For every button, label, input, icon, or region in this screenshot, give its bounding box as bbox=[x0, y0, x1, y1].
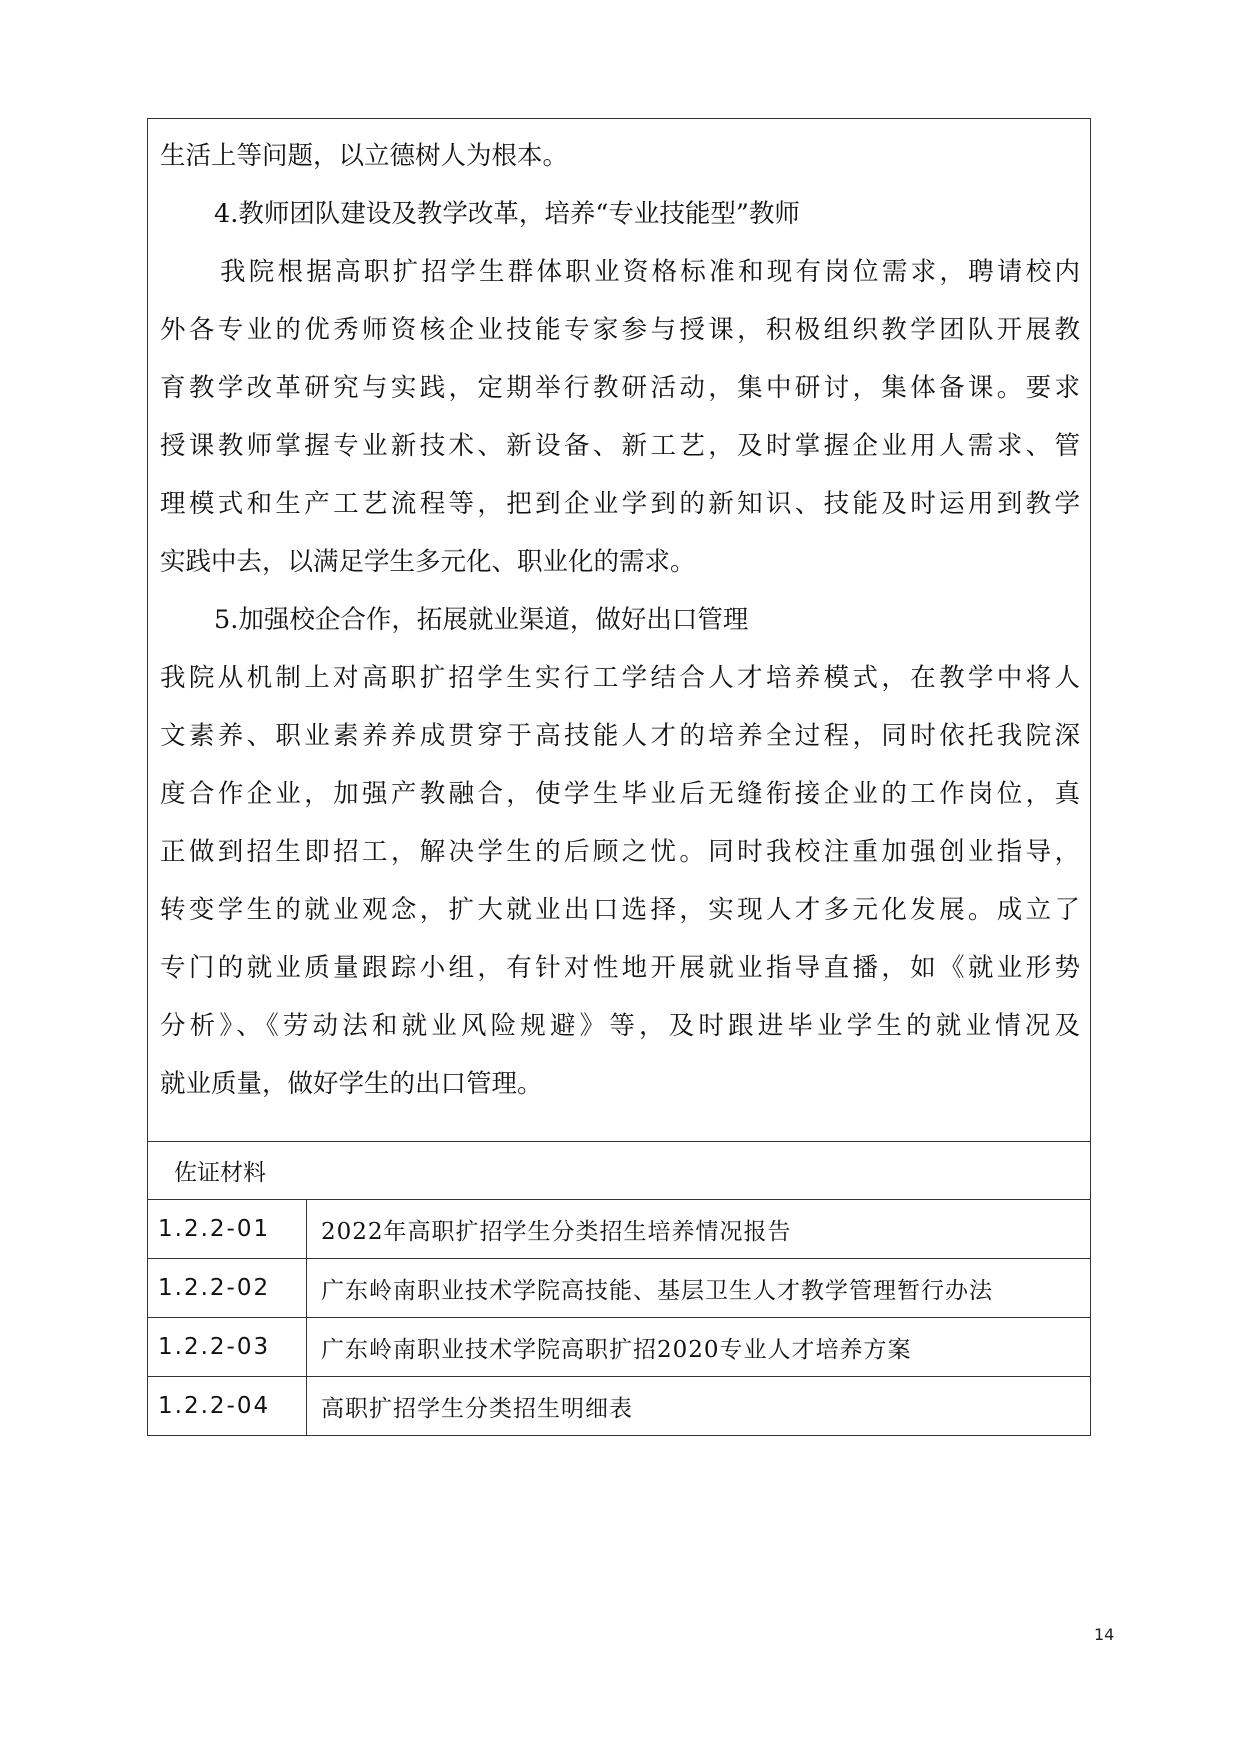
paragraph-line: 实践中去，以满足学生多元化、职业化的需求。 bbox=[160, 547, 696, 577]
evidence-code: 1.2.2-02 bbox=[148, 1259, 307, 1318]
evidence-code: 1.2.2-04 bbox=[148, 1377, 307, 1436]
evidence-title: 广东岭南职业技术学院高技能、基层卫生人才教学管理暂行办法 bbox=[307, 1259, 1091, 1318]
section-heading-4: 4.教师团队建设及教学改革，培养“专业技能型”教师 bbox=[214, 199, 800, 229]
evidence-code: 1.2.2-03 bbox=[148, 1318, 307, 1377]
evidence-code: 1.2.2-01 bbox=[148, 1200, 307, 1259]
paragraph-line: 理模式和生产工艺流程等，把到企业学到的新知识、技能及时运用到教学 bbox=[160, 489, 1080, 519]
section-heading-5: 5.加强校企合作，拓展就业渠道，做好出口管理 bbox=[214, 605, 749, 635]
paragraph-line: 文素养、职业素养养成贯穿于高技能人才的培养全过程，同时依托我院深 bbox=[160, 721, 1080, 751]
paragraph-line: 外各专业的优秀师资核企业技能专家参与授课，积极组织教学团队开展教 bbox=[160, 315, 1080, 345]
evidence-header: 佐证材料 bbox=[148, 1142, 1091, 1200]
table-row bbox=[148, 1259, 1091, 1318]
table-row bbox=[148, 1318, 1091, 1377]
table-row bbox=[148, 1377, 1091, 1436]
evidence-title: 高职扩招学生分类招生明细表 bbox=[307, 1377, 1091, 1436]
table-row bbox=[148, 1200, 1091, 1259]
paragraph-line: 我院根据高职扩招学生群体职业资格标准和现有岗位需求，聘请校内 bbox=[220, 257, 1080, 287]
evidence-title: 广东岭南职业技术学院高职扩招2020专业人才培养方案 bbox=[307, 1318, 1091, 1377]
paragraph-line: 授课教师掌握专业新技术、新设备、新工艺，及时掌握企业用人需求、管 bbox=[160, 431, 1080, 461]
paragraph-line: 我院从机制上对高职扩招学生实行工学结合人才培养模式，在教学中将人 bbox=[160, 663, 1080, 693]
evidence-table bbox=[147, 1141, 1091, 1436]
paragraph-line: 育教学改革研究与实践，定期举行教研活动，集中研讨，集体备课。要求 bbox=[160, 373, 1080, 403]
body-text bbox=[160, 127, 1080, 1113]
paragraph-line: 生活上等问题，以立德树人为根本。 bbox=[160, 141, 569, 171]
paragraph-line: 转变学生的就业观念，扩大就业出口选择，实现人才多元化发展。成立了 bbox=[160, 895, 1080, 925]
evidence-header-row bbox=[148, 1142, 1091, 1200]
paragraph-line: 正做到招生即招工，解决学生的后顾之忧。同时我校注重加强创业指导， bbox=[160, 837, 1080, 867]
paragraph-line: 就业质量，做好学生的出口管理。 bbox=[160, 1069, 543, 1099]
evidence-title: 2022年高职扩招学生分类招生培养情况报告 bbox=[307, 1200, 1091, 1259]
paragraph-line: 专门的就业质量跟踪小组，有针对性地开展就业指导直播，如《就业形势 bbox=[160, 953, 1080, 983]
paragraph-line: 分析》、《劳动法和就业风险规避》等，及时跟进毕业学生的就业情况及 bbox=[160, 1011, 1080, 1041]
paragraph-line: 度合作企业，加强产教融合，使学生毕业后无缝衔接企业的工作岗位，真 bbox=[160, 779, 1080, 809]
page-number: 14 bbox=[1094, 1625, 1115, 1644]
